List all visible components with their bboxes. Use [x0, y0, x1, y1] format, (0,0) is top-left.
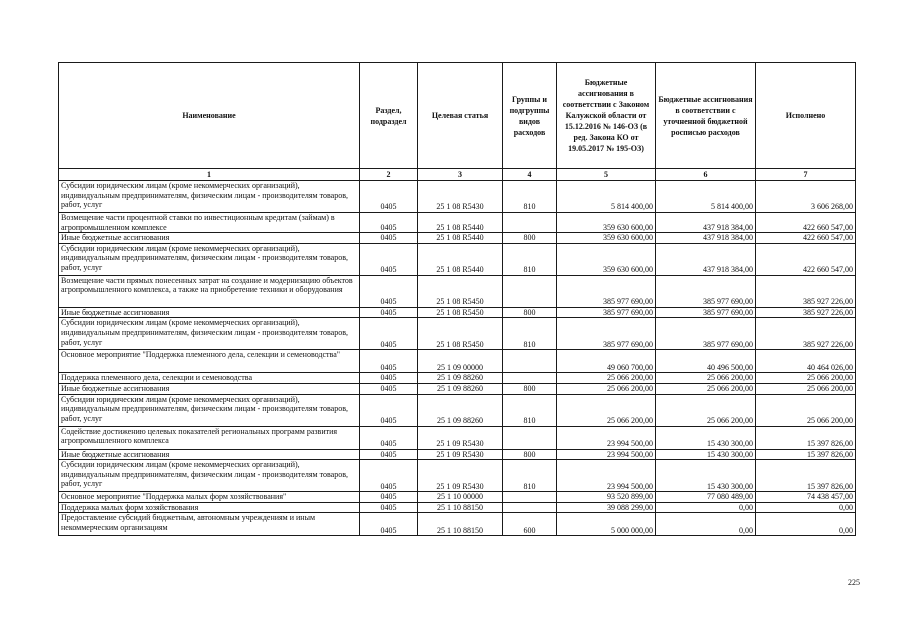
column-number: 7 — [756, 169, 856, 181]
row-target: 25 1 08 R5440 — [418, 213, 503, 233]
row-section: 0405 — [360, 394, 418, 426]
row-group: 800 — [503, 449, 557, 460]
row-target: 25 1 10 00000 — [418, 492, 503, 503]
row-target: 25 1 09 88260 — [418, 394, 503, 426]
row-executed-amount: 25 066 200,00 — [756, 383, 856, 394]
row-group: 810 — [503, 394, 557, 426]
table-row — [59, 307, 856, 318]
row-refined-amount: 385 977 690,00 — [656, 318, 756, 350]
budget-table — [58, 62, 856, 536]
table-row — [59, 449, 856, 460]
row-refined-amount: 40 496 500,00 — [656, 350, 756, 373]
row-group — [503, 492, 557, 503]
row-law-amount: 359 630 600,00 — [557, 213, 656, 233]
row-law-amount: 385 977 690,00 — [557, 318, 656, 350]
row-name: Поддержка малых форм хозяйствования — [59, 502, 360, 513]
row-refined-amount: 0,00 — [656, 502, 756, 513]
row-refined-amount: 0,00 — [656, 513, 756, 536]
row-refined-amount: 5 814 400,00 — [656, 181, 756, 213]
row-group — [503, 213, 557, 233]
row-group — [503, 502, 557, 513]
row-executed-amount: 15 397 826,00 — [756, 460, 856, 492]
row-executed-amount: 385 927 226,00 — [756, 318, 856, 350]
row-name: Субсидии юридическим лицам (кроме некоммерческих организаций), индивидуальным предпринимателям, физическим лицам - производителям товаров, работ, услуг — [59, 394, 360, 426]
row-section: 0405 — [360, 373, 418, 384]
row-target: 25 1 09 R5430 — [418, 426, 503, 449]
row-executed-amount: 422 660 547,00 — [756, 233, 856, 244]
row-group — [503, 373, 557, 384]
row-law-amount: 5 000 000,00 — [557, 513, 656, 536]
row-refined-amount: 25 066 200,00 — [656, 394, 756, 426]
row-section: 0405 — [360, 492, 418, 503]
row-target: 25 1 10 88150 — [418, 513, 503, 536]
column-number: 3 — [418, 169, 503, 181]
row-group: 810 — [503, 460, 557, 492]
row-section: 0405 — [360, 502, 418, 513]
column-number: 4 — [503, 169, 557, 181]
row-group — [503, 426, 557, 449]
row-law-amount: 23 994 500,00 — [557, 449, 656, 460]
row-section: 0405 — [360, 350, 418, 373]
column-number: 1 — [59, 169, 360, 181]
row-section: 0405 — [360, 213, 418, 233]
table-row — [59, 275, 856, 307]
row-executed-amount: 422 660 547,00 — [756, 213, 856, 233]
row-name: Возмещение части прямых понесенных затрат на создание и модернизацию объектов агропромышленного комплекса, а также на приобретение техники и оборудования — [59, 275, 360, 307]
column-number: 2 — [360, 169, 418, 181]
row-refined-amount: 437 918 384,00 — [656, 213, 756, 233]
header-section: Раздел, подраздел — [360, 63, 418, 169]
row-group: 810 — [503, 181, 557, 213]
row-section: 0405 — [360, 460, 418, 492]
row-name: Иные бюджетные ассигнования — [59, 233, 360, 244]
column-number: 5 — [557, 169, 656, 181]
row-executed-amount: 25 066 200,00 — [756, 394, 856, 426]
table-row — [59, 513, 856, 536]
column-number-row — [59, 169, 856, 181]
row-name: Возмещение части процентной ставки по инвестиционным кредитам (займам) в агропромышленном комплексе — [59, 213, 360, 233]
row-name: Субсидии юридическим лицам (кроме некоммерческих организаций), индивидуальным предпринимателям, физическим лицам - производителям товаров, работ, услуг — [59, 181, 360, 213]
table-row — [59, 383, 856, 394]
row-refined-amount: 15 430 300,00 — [656, 449, 756, 460]
row-law-amount: 359 630 600,00 — [557, 243, 656, 275]
row-name: Иные бюджетные ассигнования — [59, 307, 360, 318]
row-refined-amount: 25 066 200,00 — [656, 383, 756, 394]
row-executed-amount: 0,00 — [756, 513, 856, 536]
row-section: 0405 — [360, 181, 418, 213]
row-group: 810 — [503, 243, 557, 275]
row-name: Иные бюджетные ассигнования — [59, 449, 360, 460]
row-group: 800 — [503, 233, 557, 244]
row-executed-amount: 385 927 226,00 — [756, 307, 856, 318]
table-row — [59, 243, 856, 275]
row-executed-amount: 422 660 547,00 — [756, 243, 856, 275]
page-number: 225 — [848, 578, 860, 587]
header-refined: Бюджетные ассигнования в соответствии с уточненной бюджетной росписью расходов — [656, 63, 756, 169]
header-name: Наименование — [59, 63, 360, 169]
table-header — [59, 63, 856, 169]
table-row — [59, 460, 856, 492]
table-row — [59, 492, 856, 503]
row-target: 25 1 09 R5430 — [418, 449, 503, 460]
row-law-amount: 385 977 690,00 — [557, 307, 656, 318]
row-law-amount: 25 066 200,00 — [557, 373, 656, 384]
table-row — [59, 213, 856, 233]
row-name: Содействие достижению целевых показателей региональных программ развития агропромышленного комплекса — [59, 426, 360, 449]
row-name: Поддержка племенного дела, селекции и семеноводства — [59, 373, 360, 384]
row-law-amount: 385 977 690,00 — [557, 275, 656, 307]
table-row — [59, 426, 856, 449]
row-group: 800 — [503, 307, 557, 318]
table-row — [59, 373, 856, 384]
row-group — [503, 350, 557, 373]
row-target: 25 1 08 R5450 — [418, 275, 503, 307]
row-executed-amount: 15 397 826,00 — [756, 449, 856, 460]
row-target: 25 1 09 88260 — [418, 373, 503, 384]
row-section: 0405 — [360, 307, 418, 318]
row-law-amount: 359 630 600,00 — [557, 233, 656, 244]
row-target: 25 1 09 88260 — [418, 383, 503, 394]
row-name: Субсидии юридическим лицам (кроме некоммерческих организаций), индивидуальным предпринимателям, физическим лицам - производителям товаров, работ, услуг — [59, 460, 360, 492]
row-name: Предоставление субсидий бюджетным, автономным учреждениям и иным некоммерческим организациям — [59, 513, 360, 536]
row-group — [503, 275, 557, 307]
row-refined-amount: 25 066 200,00 — [656, 373, 756, 384]
row-law-amount: 39 088 299,00 — [557, 502, 656, 513]
row-executed-amount: 25 066 200,00 — [756, 373, 856, 384]
row-section: 0405 — [360, 383, 418, 394]
row-law-amount: 25 066 200,00 — [557, 383, 656, 394]
row-refined-amount: 15 430 300,00 — [656, 426, 756, 449]
row-target: 25 1 08 R5450 — [418, 318, 503, 350]
row-refined-amount: 385 977 690,00 — [656, 307, 756, 318]
table-row — [59, 502, 856, 513]
row-section: 0405 — [360, 275, 418, 307]
row-group: 810 — [503, 318, 557, 350]
row-refined-amount: 437 918 384,00 — [656, 243, 756, 275]
row-target: 25 1 10 88150 — [418, 502, 503, 513]
row-executed-amount: 40 464 026,00 — [756, 350, 856, 373]
table-row — [59, 318, 856, 350]
row-refined-amount: 437 918 384,00 — [656, 233, 756, 244]
row-refined-amount: 15 430 300,00 — [656, 460, 756, 492]
row-group: 600 — [503, 513, 557, 536]
table-row — [59, 394, 856, 426]
row-law-amount: 25 066 200,00 — [557, 394, 656, 426]
row-name: Субсидии юридическим лицам (кроме некоммерческих организаций), индивидуальным предпринимателям, физическим лицам - производителям товаров, работ, услуг — [59, 318, 360, 350]
header-target: Целевая статья — [418, 63, 503, 169]
row-law-amount: 23 994 500,00 — [557, 460, 656, 492]
row-section: 0405 — [360, 318, 418, 350]
table-row — [59, 181, 856, 213]
row-executed-amount: 0,00 — [756, 502, 856, 513]
row-law-amount: 23 994 500,00 — [557, 426, 656, 449]
row-name: Субсидии юридическим лицам (кроме некоммерческих организаций), индивидуальным предпринимателям, физическим лицам - производителям товаров, работ, услуг — [59, 243, 360, 275]
table-row — [59, 233, 856, 244]
row-name: Основное мероприятие "Поддержка племенного дела, селекции и семеноводства" — [59, 350, 360, 373]
row-target: 25 1 08 R5440 — [418, 243, 503, 275]
row-group: 800 — [503, 383, 557, 394]
row-section: 0405 — [360, 513, 418, 536]
row-refined-amount: 385 977 690,00 — [656, 275, 756, 307]
row-section: 0405 — [360, 449, 418, 460]
header-group: Группы и подгруппы видов расходов — [503, 63, 557, 169]
row-section: 0405 — [360, 426, 418, 449]
row-section: 0405 — [360, 243, 418, 275]
row-executed-amount: 74 438 457,00 — [756, 492, 856, 503]
header-executed: Исполнено — [756, 63, 856, 169]
table-row — [59, 350, 856, 373]
row-section: 0405 — [360, 233, 418, 244]
row-name: Основное мероприятие "Поддержка малых форм хозяйствования" — [59, 492, 360, 503]
row-refined-amount: 77 080 489,00 — [656, 492, 756, 503]
column-number: 6 — [656, 169, 756, 181]
row-executed-amount: 3 606 268,00 — [756, 181, 856, 213]
row-law-amount: 49 060 700,00 — [557, 350, 656, 373]
row-target: 25 1 09 00000 — [418, 350, 503, 373]
row-name: Иные бюджетные ассигнования — [59, 383, 360, 394]
row-target: 25 1 08 R5440 — [418, 233, 503, 244]
row-target: 25 1 08 R5450 — [418, 307, 503, 318]
row-law-amount: 93 520 899,00 — [557, 492, 656, 503]
row-executed-amount: 385 927 226,00 — [756, 275, 856, 307]
row-target: 25 1 08 R5430 — [418, 181, 503, 213]
table-body — [59, 169, 856, 536]
header-law: Бюджетные ассигнования в соответствии с Законом Калужской области от 15.12.2016 № 146-ОЗ (в ред. Закона КО от 19.05.2017 № 195-ОЗ) — [557, 63, 656, 169]
row-target: 25 1 09 R5430 — [418, 460, 503, 492]
row-executed-amount: 15 397 826,00 — [756, 426, 856, 449]
row-law-amount: 5 814 400,00 — [557, 181, 656, 213]
